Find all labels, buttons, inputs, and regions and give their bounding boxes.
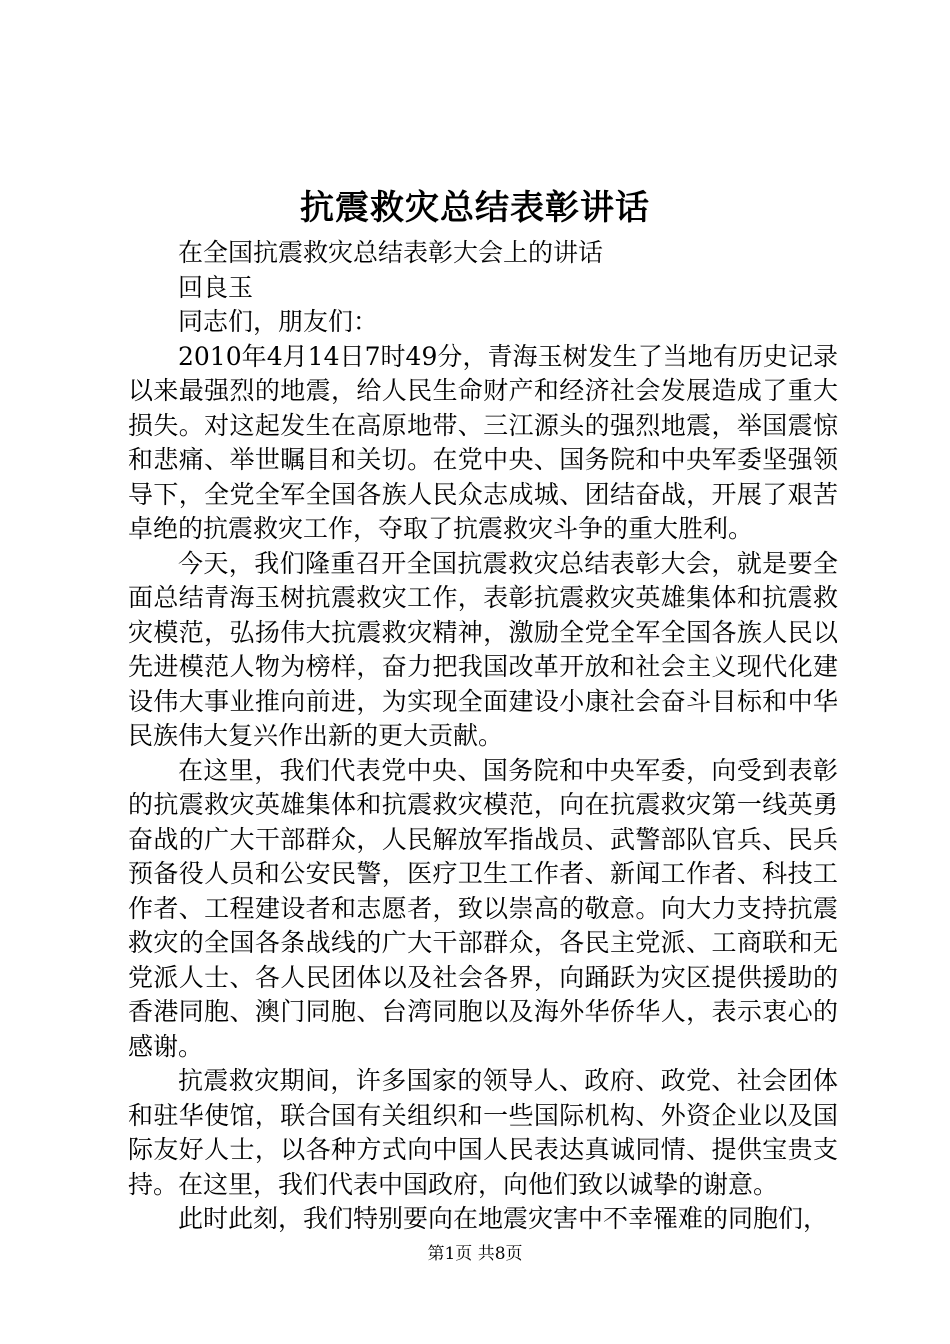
paragraph: 此时此刻，我们特别要向在地震灾害中不幸罹难的同胞们， — [178, 1204, 829, 1233]
salutation: 同志们，朋友们： — [178, 307, 379, 336]
document-title: 抗震救灾总结表彰讲话 — [300, 188, 650, 228]
paragraph: 在这里，我们代表党中央、国务院和中央军委，向受到表彰的抗震救灾英雄集体和抗震救灾模范，向在抗震救灾第一线英勇奋战的广大干部群众，人民解放军指战员、武警部队官兵、民兵预备役人员和公安民警，医疗卫生工作者、新闻工作者、科技工作者、工程建设者和志愿者，致以崇高的敬意。向大力支持抗震救灾的全国各条战线的广大干部群众，各民主党派、工商联和无党派人士、各人民团体以及社会各界，向踊跃为灾区提供援助的香港同胞、澳门同胞、台湾同胞以及海外华侨华人，表示衷心的感谢。 — [128, 755, 838, 1061]
speech-subtitle: 在全国抗震救灾总结表彰大会上的讲话 — [178, 238, 604, 267]
document-body — [128, 236, 838, 1237]
speaker-name: 回良玉 — [178, 272, 254, 302]
paragraph: 抗震救灾期间，许多国家的领导人、政府、政党、社会团体和驻华使馆，联合国有关组织和一些国际机构、外资企业以及国际友好人士，以各种方式向中国人民表达真诚同情、提供宝贵支持。在这里，我们代表中国政府，向他们致以诚挚的谢意。 — [128, 1066, 838, 1199]
paragraph: 2010年4月14日7时49分，青海玉树发生了当地有历史记录以来最强烈的地震，给人民生命财产和经济社会发展造成了重大损失。对这起发生在高原地带、三江源头的强烈地震，举国震惊和悲痛、举世瞩目和关切。在党中央、国务院和中央军委坚强领导下，全党全军全国各族人民众志成城、团结奋战，开展了艰苦卓绝的抗震救灾工作，夺取了抗震救灾斗争的重大胜利。 — [128, 341, 838, 543]
page-number-footer: 第1页 共8页 — [427, 1244, 523, 1264]
paragraph: 今天，我们隆重召开全国抗震救灾总结表彰大会，就是要全面总结青海玉树抗震救灾工作，表彰抗震救灾英雄集体和抗震救灾模范，弘扬伟大抗震救灾精神，激励全党全军全国各族人民以先进模范人物为榜样，奋力把我国改革开放和社会主义现代化建设伟大事业推向前进，为实现全面建设小康社会奋斗目标和中华民族伟大复兴作出新的更大贡献。 — [128, 548, 838, 750]
